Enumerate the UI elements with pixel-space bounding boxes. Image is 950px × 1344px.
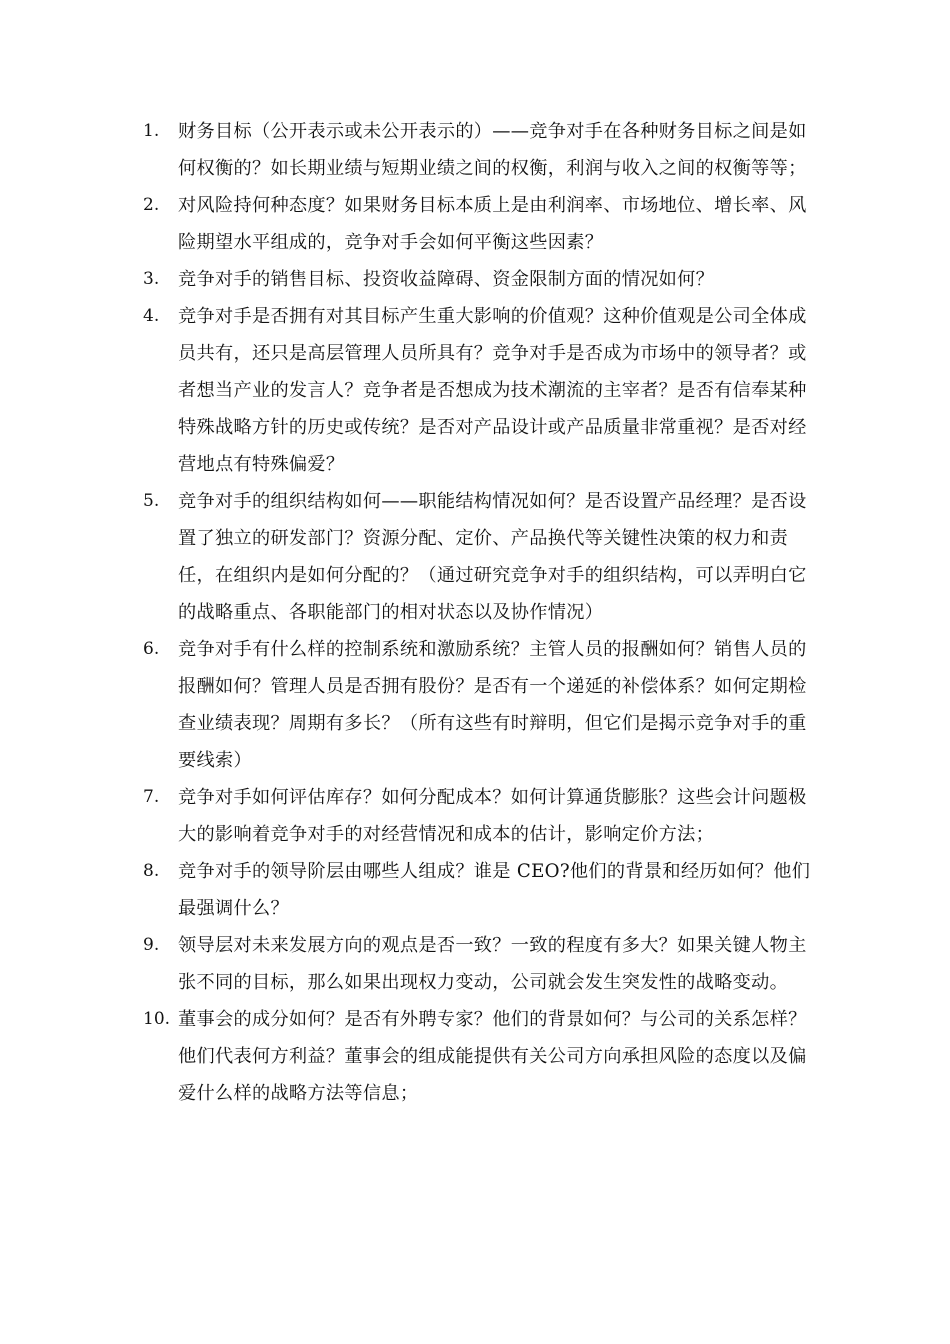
list-item (143, 631, 823, 779)
list-item (143, 779, 823, 853)
item-number: 7. (143, 787, 160, 807)
item-number: 6. (143, 639, 160, 659)
item-text: 领导层对未来发展方向的观点是否一致？一致的程度有多大？如果关键人物主张不同的目标，那么如果出现权力变动，公司就会发生突发性的战略变动。 (178, 935, 807, 993)
item-number: 3. (143, 269, 160, 289)
item-number: 9. (143, 935, 160, 955)
list-item (143, 1001, 823, 1112)
item-text: 董事会的成分如何？是否有外聘专家？他们的背景如何？与公司的关系怎样？他们代表何方利益？董事会的组成能提供有关公司方向承担风险的态度以及偏爱什么样的战略方法等信息； (178, 1009, 807, 1104)
item-number: 8. (143, 861, 160, 881)
list-item (143, 927, 823, 1001)
list-item (143, 483, 823, 631)
item-text: 对风险持何种态度？如果财务目标本质上是由利润率、市场地位、增长率、风险期望水平组成的，竞争对手会如何平衡这些因素？ (178, 195, 807, 253)
item-text: 竞争对手的组织结构如何——职能结构情况如何？是否设置产品经理？是否设置了独立的研发部门？资源分配、定价、产品换代等关键性决策的权力和责任，在组织内是如何分配的？（通过研究竞争对手的组织结构，可以弄明白它的战略重点、各职能部门的相对状态以及协作情况） (178, 491, 807, 623)
list-item (143, 261, 823, 298)
list-item (143, 298, 823, 483)
item-text: 竞争对手的领导阶层由哪些人组成？谁是 CEO?他们的背景和经历如何？他们最强调什么？ (178, 861, 811, 919)
item-number: 10. (143, 1009, 171, 1029)
list-item (143, 187, 823, 261)
item-text: 财务目标（公开表示或未公开表示的）——竞争对手在各种财务目标之间是如何权衡的？如长期业绩与短期业绩之间的权衡，利润与收入之间的权衡等等； (178, 121, 807, 179)
item-text: 竞争对手的销售目标、投资收益障碍、资金限制方面的情况如何？ (178, 269, 715, 290)
item-number: 5. (143, 491, 160, 511)
item-text: 竞争对手有什么样的控制系统和激励系统？主管人员的报酬如何？销售人员的报酬如何？管理人员是否拥有股份？是否有一个递延的补偿体系？如何定期检查业绩表现？周期有多长？（所有这些有时辩明，但它们是揭示竞争对手的重要线索） (178, 639, 807, 771)
item-text: 竞争对手如何评估库存？如何分配成本？如何计算通货膨胀？这些会计问题极大的影响着竞争对手的对经营情况和成本的估计，影响定价方法； (178, 787, 807, 845)
list-item (143, 853, 823, 927)
item-number: 1. (143, 121, 160, 141)
item-number: 2. (143, 195, 160, 215)
list-item (143, 113, 823, 187)
item-text: 竞争对手是否拥有对其目标产生重大影响的价值观？这种价值观是公司全体成员共有，还只是高层管理人员所具有？竞争对手是否成为市场中的领导者？或者想当产业的发言人？竞争者是否想成为技术潮流的主宰者？是否有信奉某种特殊战略方针的历史或传统？是否对产品设计或产品质量非常重视？是否对经营地点有特殊偏爱？ (178, 306, 807, 475)
numbered-list (143, 113, 823, 1112)
item-number: 4. (143, 306, 160, 326)
